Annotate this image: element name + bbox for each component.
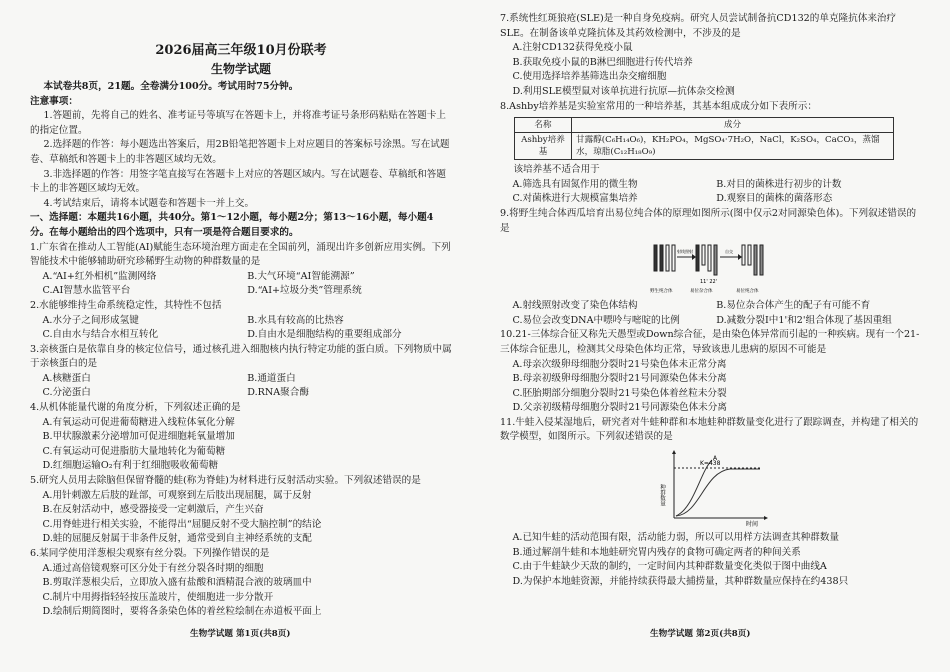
page-2-column [500, 12, 920, 589]
option-d: D.观察目的菌株的菌落形态 [716, 193, 833, 205]
table-header-name: 名称 [515, 118, 572, 133]
page-1-footer: 生物学试题 第1页(共8页) [190, 629, 291, 639]
option-b: B.甲状腺激素分泌增加可促进细胞耗氧量增加 [42, 431, 235, 443]
question-4-stem: 4.从机体能量代谢的角度分析，下列叙述正确的是 [30, 402, 241, 414]
option-b: B.母亲初级卵母细胞分裂时21号同源染色体未分离 [512, 373, 727, 385]
chromosome-translocation-figure [650, 241, 770, 297]
population-curve [660, 448, 770, 528]
option-c: C.有氧运动可促进脂肪大量地转化为葡萄糖 [42, 445, 226, 457]
option-d: D.蛙的屈腿反射属于非条件反射，通常受到自主神经系统的支配 [42, 533, 312, 545]
option-b: B.在反射活动中，感受器接受一定刺激后，产生兴奋 [42, 504, 264, 516]
note-item: 4.考试结束后，请将本试题卷和答题卡一并上交。 [43, 197, 255, 209]
question-8-options [500, 178, 920, 193]
option-a: A.核糖蛋白 [42, 372, 91, 384]
page-2-footer: 生物学试题 第2页(共8页) [650, 629, 751, 639]
option-a: A.射线照射改变了染色体结构 [512, 300, 638, 312]
notes-heading: 注意事项： [30, 95, 78, 107]
question-2-stem: 2.水能够维持生命系统稳定性，其特性不包括 [30, 299, 222, 311]
section-heading: 一、选择题：本题共16小题，共40分。第1～12小题，每小题2分；第13～16小题，每小题4分。在每小题给出的四个选项中，只有一项是符合题目要求的。 [30, 212, 434, 238]
option-a: A.注射CD132获得免疫小鼠 [512, 42, 633, 54]
option-c: C.胚胎期部分细胞分裂时21号染色体着丝粒未分裂 [512, 387, 727, 399]
selfing-label: 自交 [725, 249, 733, 255]
question-6-stem: 6.某同学使用洋葱根尖观察有丝分裂。下列操作错误的是 [30, 548, 270, 559]
question-5-stem: 5.研究人员用去除脑但保留脊髓的蛙(称为脊蛙)为材料进行反射活动实验。下列叙述错误的是 [30, 475, 421, 487]
option-d: D.父亲初级精母细胞分裂时21号同源染色体未分离 [512, 402, 727, 414]
question-9-options [500, 314, 920, 329]
question-3-options [30, 372, 452, 387]
option-d: D.红细胞运输O₂有利于红细胞吸收葡萄糖 [42, 460, 219, 472]
question-11-stem: 11.牛蛙入侵某湿地后，研究者对牛蛙种群和本地蛙种群数量变化进行了跟踪调查，并构建了相关的数学模型，如图所示。下列叙述错误的是 [500, 416, 919, 443]
option-b: B.剪取洋葱根尖后，立即放入盛有盐酸和酒精混合液的玻璃皿中 [42, 577, 312, 589]
k-value-label: K=438 [700, 460, 721, 468]
option-b: B.大气环境“AI智能溯源” [247, 270, 355, 282]
option-d: D.自由水是细胞结构的重要组成部分 [247, 329, 402, 341]
table-cell-name: Ashby培养基 [515, 133, 572, 160]
question-9-options [500, 299, 920, 314]
option-c: C.使用选择培养基筛选出杂交瘤细胞 [512, 71, 667, 83]
option-c: C.AI智慧水监管平台 [42, 285, 131, 297]
question-1-stem: 1.广东省在推动人工智能(AI)赋能生态环境治理方面走在全国前列，涌现出许多创新应用实例。下列智能技术中能够辅助研究珍稀野生动物的种群数量的是 [30, 241, 451, 268]
question-1-options [30, 284, 452, 299]
ray-label: 射线照射 [677, 249, 693, 255]
option-c: C.易位会改变DNA中嘌呤与嘧啶的比例 [512, 314, 680, 326]
option-b: B.通过解剖牛蛙和本地蛙研究胃内残存的食物可确定两者的种间关系 [512, 546, 801, 558]
question-7-stem: 7.系统性红斑狼疮(SLE)是一种自身免疫病。研究人员尝试制备抗CD132的单克隆抗体来治疗SLE。在制备该单克隆抗体及其药效检测中，不涉及的是 [500, 13, 897, 39]
option-a: A.有氧运动可促进葡萄糖进入线粒体氧化分解 [42, 416, 235, 428]
translocation-heterozygote-label: 易位杂合体 [690, 289, 713, 295]
curve-a-label: A [713, 455, 718, 463]
option-c: C.自由水与结合水相互转化 [42, 329, 159, 341]
wild-homozygote-label: 野生纯合体 [650, 289, 673, 295]
option-a: A.母亲次级卵母细胞分裂时21号染色体未正常分离 [512, 358, 727, 370]
option-a: A.用针刺激左后肢的趾部，可观察到左后肢出现屈腿，属于反射 [42, 489, 312, 501]
note-item: 3.非选择题的作答：用签字笔直接写在答题卡上对应的答题区域内。写在试题卷、草稿纸和答题卡上的非答题区域均无效。 [30, 168, 446, 195]
table-cell-components: 甘露醇(C₆H₁₄O₆)，KH₂PO₄，MgSO₄·7H₂O，NaCl，K₂SO₄，CaCO₃，蒸馏水，琼脂(C₁₂H₁₈O₉) [572, 133, 894, 160]
question-3-stem: 3.亲核蛋白是依靠自身的核定位信号，通过核孔进入细胞核内执行特定功能的蛋白质。下列物质中属于亲核蛋白的是 [30, 343, 452, 370]
question-1-options [30, 270, 452, 285]
option-a: A.通过高倍镜观察可区分处于有丝分裂各时期的细胞 [42, 562, 264, 574]
option-c: C.对菌株进行大规模富集培养 [512, 193, 638, 205]
option-b: B.获取免疫小鼠的B淋巴细胞进行传代培养 [512, 56, 693, 68]
exam-info: 本试卷共8页，21题。全卷满分100分。考试用时75分钟。 [43, 81, 299, 92]
x-axis-label: 时间 [746, 521, 759, 529]
page-1-column [30, 12, 452, 620]
ashby-medium-table [514, 117, 894, 160]
note-item: 2.选择题的作答：每小题选出答案后，用2B铅笔把答题卡上对应题目的答案标号涂黑。写在试题卷、草稿纸和答题卡上的非答题区域均无效。 [30, 139, 450, 165]
option-d: D.绘制后期简图时，要将各条染色体的着丝粒绘制在赤道板平面上 [42, 606, 322, 618]
question-8-stem: 8.Ashby培养基是实验室常用的一种培养基，其基本组成成分如下表所示： [500, 100, 817, 112]
y-axis-label: 种群数量 [659, 484, 665, 507]
option-a: A.水分子之间形成氢键 [42, 314, 139, 326]
option-d: D.利用SLE模型鼠对该单抗进行抗原—抗体杂交检测 [512, 85, 735, 97]
question-3-options [30, 386, 452, 401]
option-b: B.易位杂合体产生的配子有可能不育 [716, 300, 871, 312]
chromosome-diagram [650, 241, 770, 297]
note-item: 1.答题前，先将自己的姓名、准考证号等填写在答题卡上，并将准考证号条形码粘贴在答题卡上的指定位置。 [30, 110, 446, 136]
question-9-stem: 9.将野生纯合体西瓜培育出易位纯合体的原理如图所示(图中仅示2对同源染色体)。下列叙述错误的是 [500, 207, 917, 234]
table-header-components: 成分 [572, 118, 894, 133]
option-b: B.对目的菌株进行初步的计数 [716, 178, 842, 190]
option-c: C.由于牛蛙缺少天敌的制约，一定时间内其种群数量变化类似于图中曲线A [512, 561, 827, 573]
population-curve-figure [660, 448, 770, 528]
question-10-stem: 10.21-三体综合征又称先天愚型或Down综合征，是由染色体异常而引起的一种疾病。现有一个21-三体综合征患儿，检测其父母染色体均正常，导致该患儿患病的原因不可能是 [500, 329, 920, 355]
question-2-options [30, 328, 452, 343]
option-c: C.制片中用拇指轻轻按压盖玻片，使细胞进一步分散开 [42, 591, 274, 603]
option-c: C.分泌蛋白 [42, 387, 91, 399]
option-a: A.筛选具有固氮作用的微生物 [512, 178, 638, 190]
option-d: D.“AI+垃圾分类”管理系统 [247, 285, 362, 297]
option-b: B.水具有较高的比热容 [247, 314, 344, 326]
chromosome-number-label: 11' 22' [700, 279, 718, 286]
question-8-options [500, 192, 920, 207]
question-8-prompt: 该培养基不适合用于 [513, 164, 600, 176]
exam-title: 2026届高三年级10月份联考 [155, 43, 327, 58]
option-d: D.为保护本地蛙资源，并能持续获得最大捕捞量，其种群数量应保持在约438只 [512, 575, 849, 587]
option-c: C.用脊蛙进行相关实验，不能得出“屈腿反射不受大脑控制”的结论 [42, 518, 322, 530]
option-d: D.RNA聚合酶 [247, 387, 309, 399]
option-d: D.减数分裂Ⅰ中1'和2'组合体现了基因重组 [716, 314, 892, 326]
exam-subtitle: 生物学试题 [210, 62, 271, 76]
option-a: A.已知牛蛙的活动范围有限，活动能力弱，所以可以用样方法调查其种群数量 [512, 532, 840, 544]
option-a: A.“AI+红外相机”监测网络 [42, 270, 157, 282]
question-2-options [30, 314, 452, 329]
option-b: B.通道蛋白 [247, 372, 296, 384]
translocation-homozygote-label: 易位纯合体 [736, 289, 759, 295]
